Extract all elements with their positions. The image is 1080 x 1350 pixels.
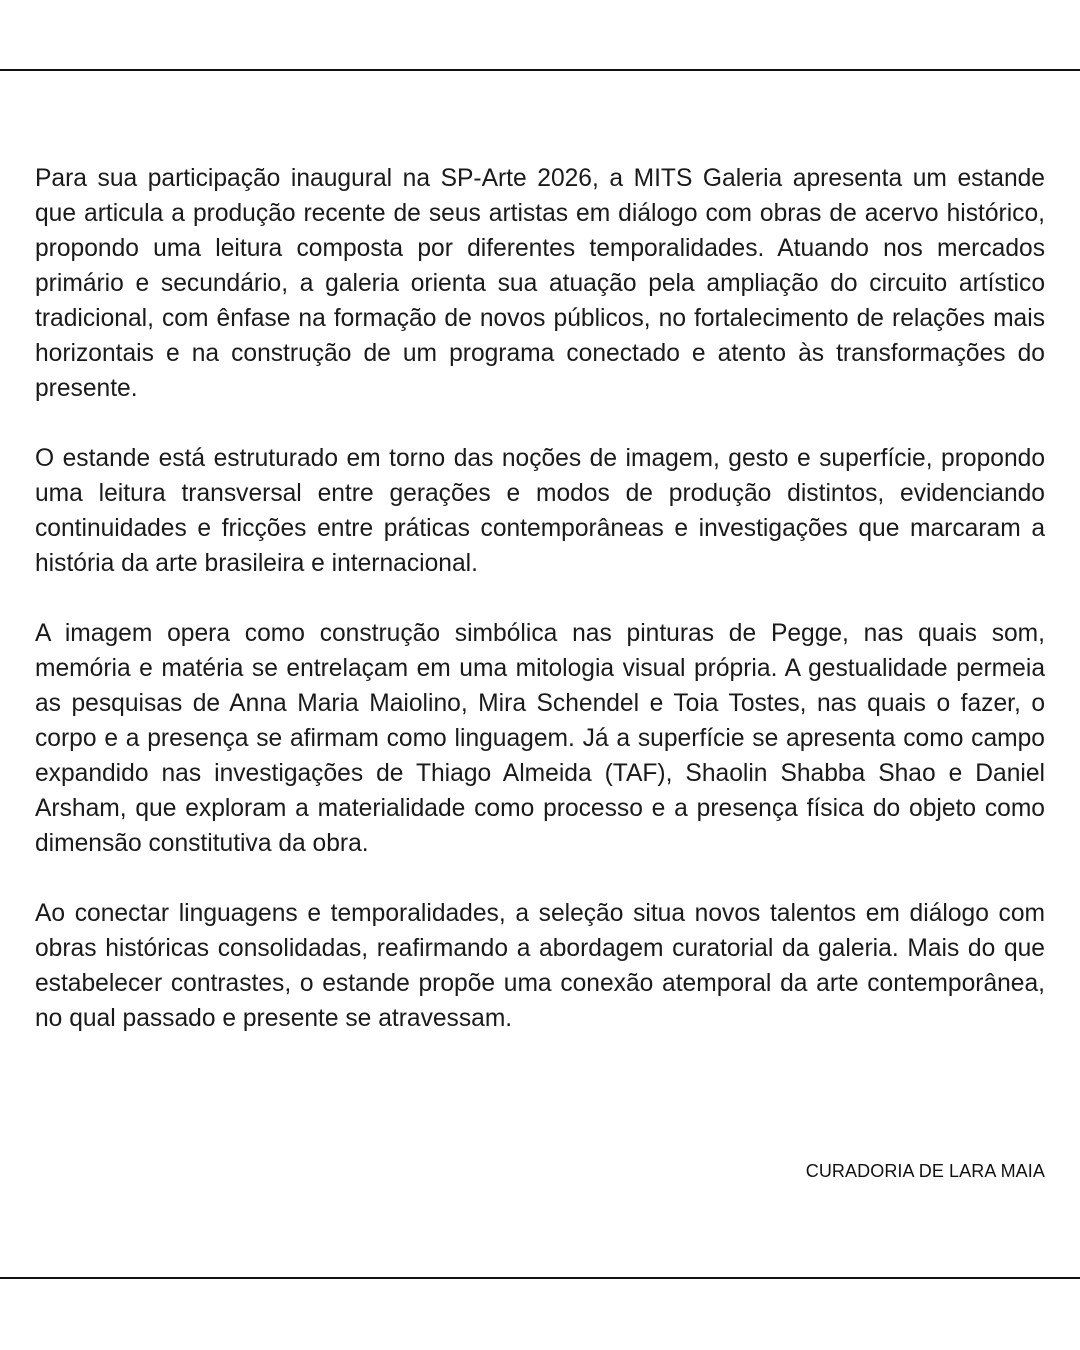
curator-credit: CURADORIA DE LARA MAIA	[805, 1161, 1045, 1181]
paragraph-artists: A imagem opera como construção simbólica nas pinturas de Pegge, nas quais som, memória e matéria se entrelaçam em uma mitologia visual própria. A gestualidade permeia as pesquisas de Anna Maria Maiolino, Mira Schendel e Toia Tostes, nas quais o fazer, o corpo e a presença se afirmam como linguagem. Já a superfície se apresenta como campo expandido nas investigações de Thiago Almeida (TAF), Shaolin Shabba Shao e Daniel Arsham, que exploram a materialidade como processo e a presença física do objeto como dimensão constitutiva da obra.	[35, 620, 1045, 857]
paragraph-conclusion: Ao conectar linguagens e temporalidades, a seleção situa novos talentos em diálogo com obras históricas consolidadas, reafirmando a abordagem curatorial da galeria. Mais do que estabelecer contrastes, o estande propõe uma conexão atemporal da arte contemporânea, no qual passado e presente se atravessam.	[35, 900, 1045, 1032]
curatorial-statement	[35, 161, 1045, 1071]
top-divider	[0, 69, 1080, 71]
paragraph-intro: Para sua participação inaugural na SP-Arte 2026, a MITS Galeria apresenta um estande que articula a produção recente de seus artistas em diálogo com obras de acervo histórico, propondo uma leitura composta por diferentes temporalidades. Atuando nos mercados primário e secundário, a galeria orienta sua atuação pela ampliação do circuito artístico tradicional, com ênfase na formação de novos públicos, no fortalecimento de relações mais horizontais e na construção de um programa conectado e atento às transformações do presente.	[35, 165, 1045, 402]
paragraph-structure: O estande está estruturado em torno das noções de imagem, gesto e superfície, propondo uma leitura transversal entre gerações e modos de produção distintos, evidenciando continuidades e fricções entre práticas contemporâneas e investigações que marcaram a história da arte brasileira e internacional.	[35, 445, 1045, 577]
bottom-divider	[0, 1277, 1080, 1279]
